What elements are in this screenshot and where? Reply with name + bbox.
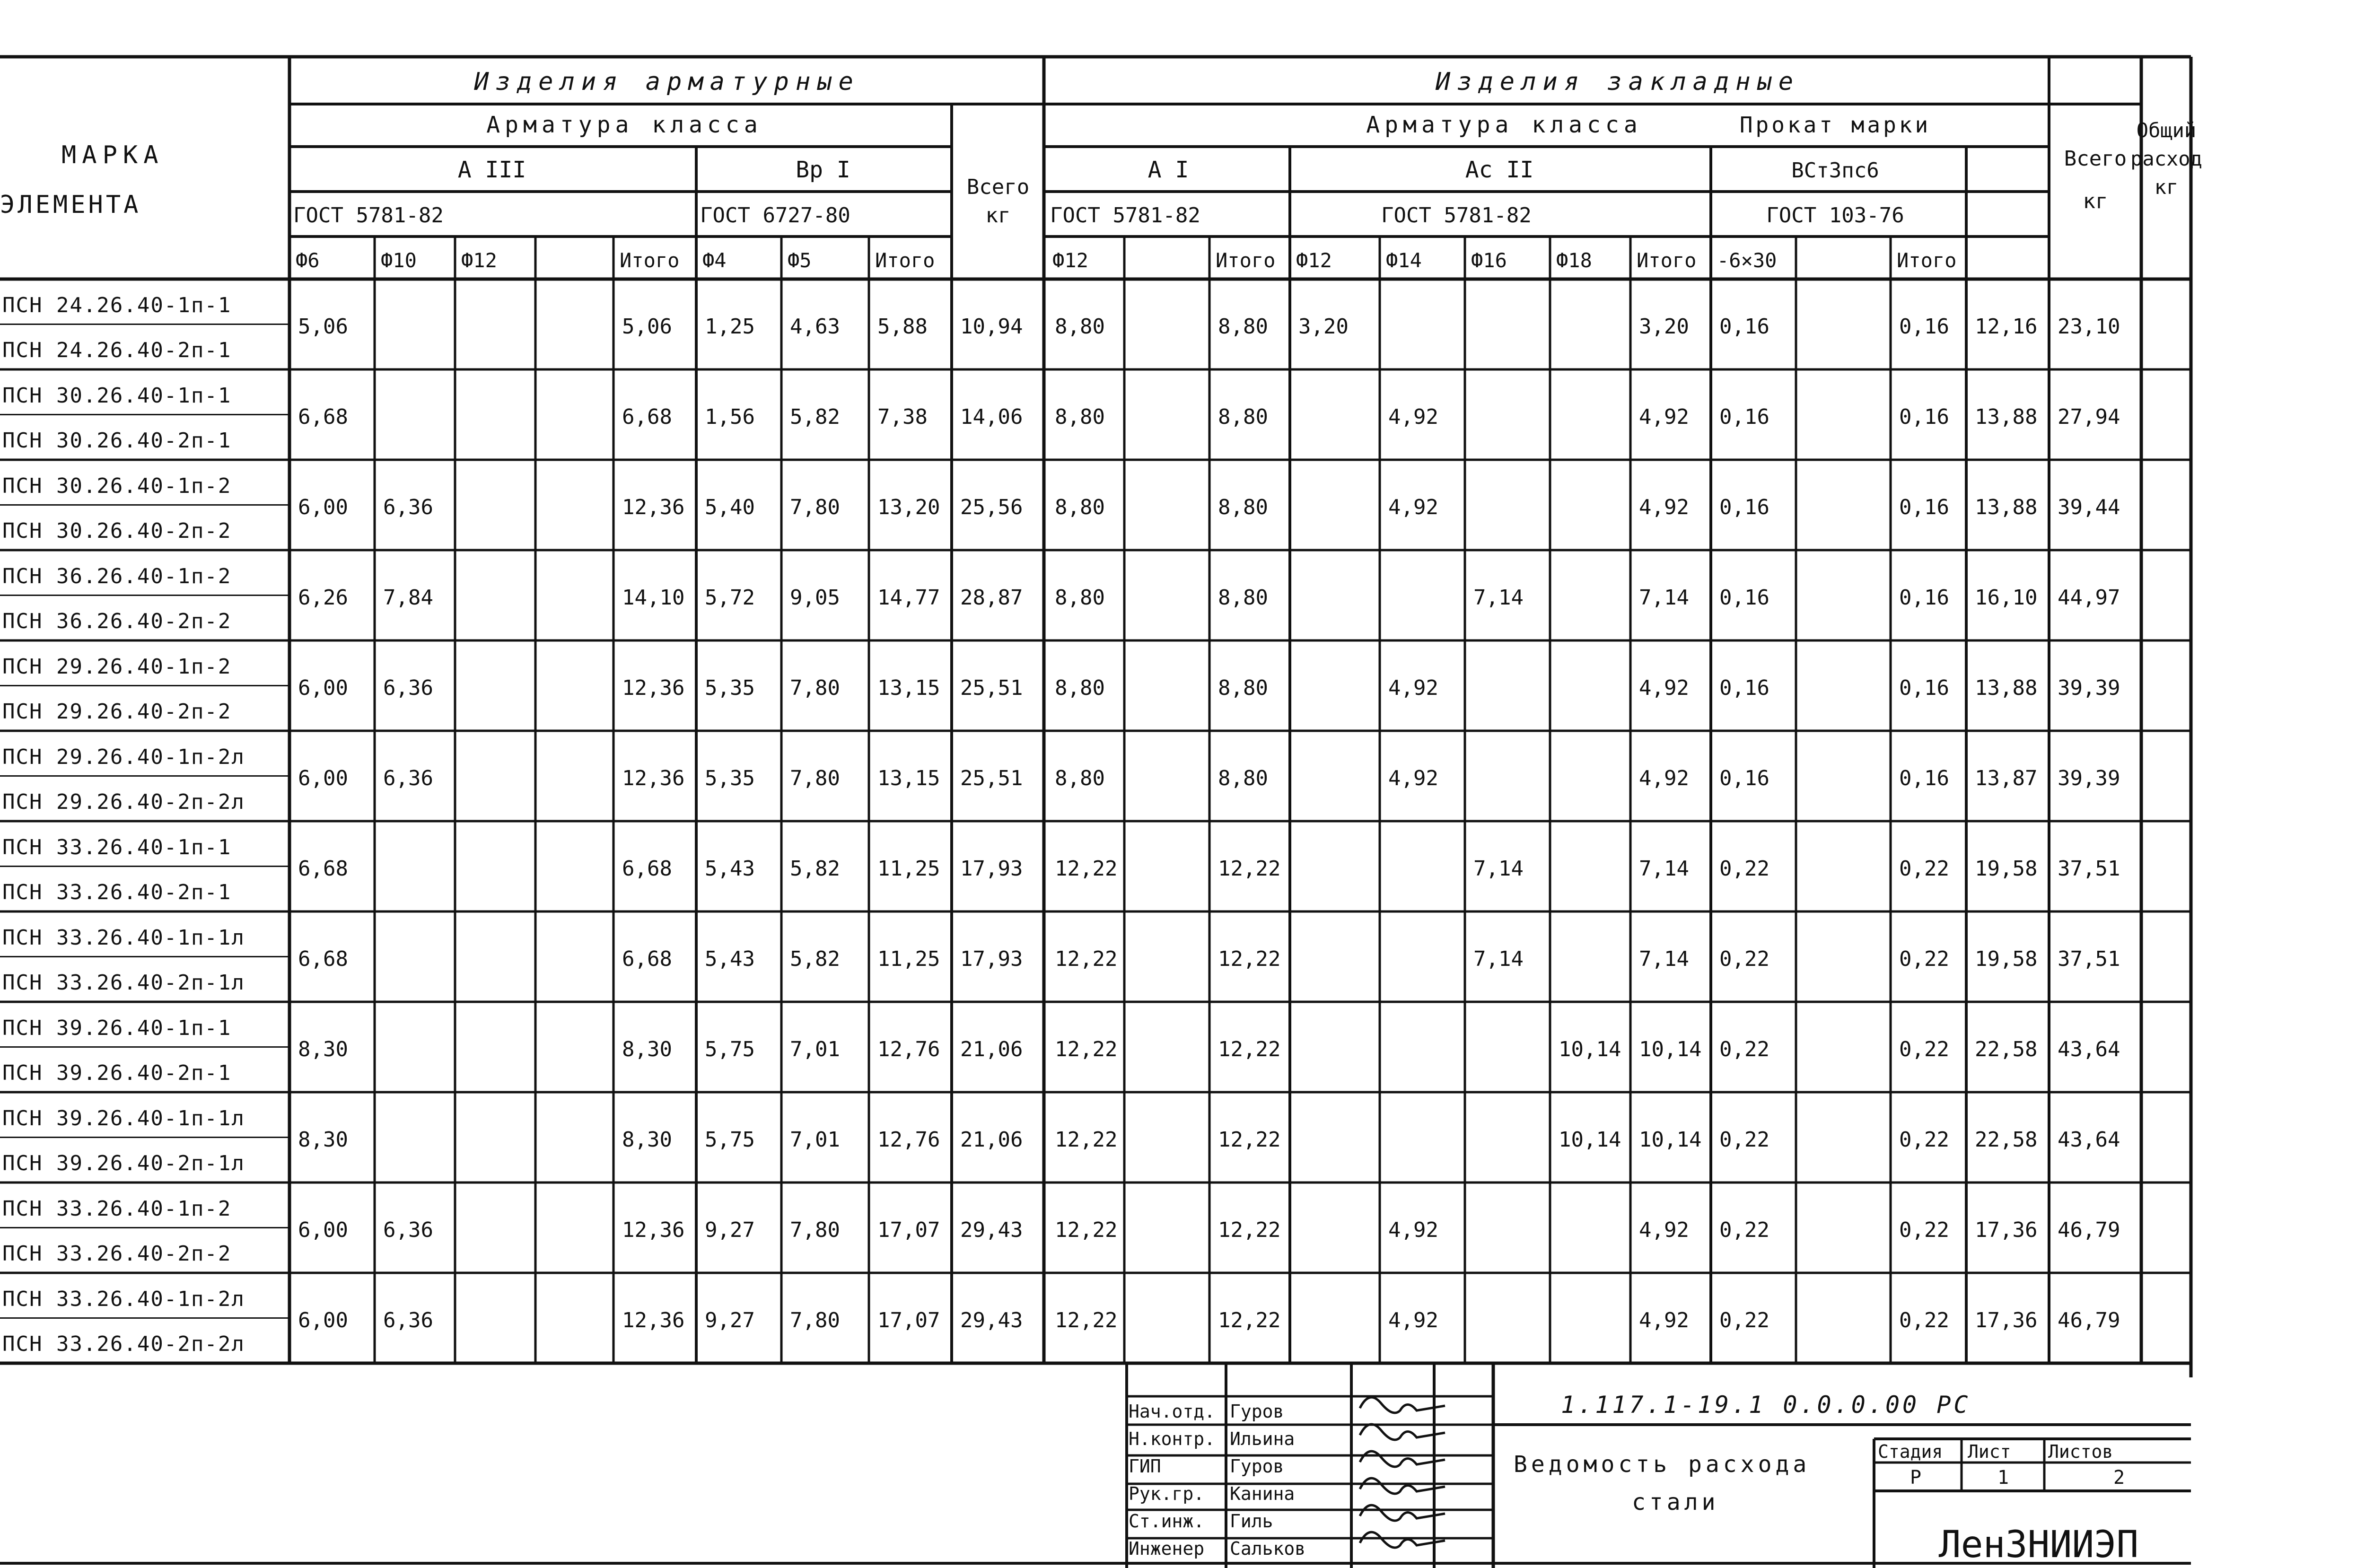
cell-value-it3: 12,22: [1218, 947, 1281, 971]
element-mark: ПСН 39.26.40-1п-1: [2, 1016, 232, 1040]
sheet-title: Ведомость расхода: [1514, 1451, 1811, 1478]
cell-value-tot1: 17,93: [960, 947, 1023, 971]
rebar-products-title: Изделия арматурные: [474, 68, 860, 96]
cell-value-it5: 0,22: [1899, 947, 1949, 971]
cell-value-tot2: 19,58: [1975, 947, 2038, 971]
class-a3: А III: [457, 157, 526, 183]
cell-value-it3: 12,22: [1218, 1308, 1281, 1332]
cell-value-cf12: 3,20: [1298, 315, 1349, 339]
cell-value-f5: 7,80: [790, 766, 840, 790]
element-mark: ПСН 39.26.40-2п-1: [2, 1061, 232, 1085]
gost-ac2: ГОСТ 5781-82: [1381, 203, 1532, 228]
sheet-value: 1: [1997, 1467, 2009, 1489]
cell-value-strip: 0,22: [1719, 1218, 1769, 1242]
element-mark: ПСН 30.26.40-1п-2: [2, 474, 232, 498]
cell-value-it4: 7,14: [1639, 586, 1689, 610]
mark-label: МАРКА: [61, 141, 164, 169]
signature-stroke: [1360, 1532, 1445, 1548]
cell-value-grand: 39,39: [2058, 766, 2120, 790]
cell-value-it5: 0,16: [1899, 586, 1949, 610]
cell-value-a1f12: 12,22: [1055, 857, 1118, 881]
stamp-role: Рук.гр.: [1129, 1483, 1205, 1504]
stamp-name: Ильина: [1230, 1428, 1295, 1449]
cell-value-a1f12: 8,80: [1055, 586, 1105, 610]
cell-value-it3: 12,22: [1218, 1128, 1281, 1152]
signature-stroke: [1360, 1478, 1445, 1494]
cell-value-f6: 8,30: [298, 1037, 348, 1061]
cell-value-it2: 11,25: [877, 857, 940, 881]
cell-value-f5: 7,80: [790, 495, 840, 519]
cell-value-it1: 6,68: [622, 405, 672, 429]
cell-value-tot1: 25,51: [960, 676, 1023, 700]
cell-value-tot2: 22,58: [1975, 1128, 2038, 1152]
element-mark: ПСН 29.26.40-1п-2: [2, 655, 232, 679]
cell-value-it4: 7,14: [1639, 947, 1689, 971]
cell-value-f6: 5,06: [298, 315, 348, 339]
cell-value-f6: 6,68: [298, 405, 348, 429]
mark-label: ЭЛЕМЕНТА: [0, 191, 141, 219]
cell-value-it2: 12,76: [877, 1037, 940, 1061]
cell-value-f4: 5,43: [705, 857, 755, 881]
cell-value-it2: 17,07: [877, 1308, 940, 1332]
cell-value-f5: 4,63: [790, 315, 840, 339]
cell-value-it5: 0,16: [1899, 676, 1949, 700]
cell-value-it1: 5,06: [622, 315, 672, 339]
cell-value-strip: 0,16: [1719, 315, 1769, 339]
cell-value-it4: 3,20: [1639, 315, 1689, 339]
cell-value-it5: 0,16: [1899, 315, 1949, 339]
total-rebar-label: Всего: [966, 175, 1030, 199]
cell-value-f16: 7,14: [1473, 857, 1524, 881]
cell-value-it2: 13,15: [877, 766, 940, 790]
grand-total-label: расход: [2130, 147, 2202, 170]
cell-value-a1f12: 8,80: [1055, 766, 1105, 790]
cell-value-f4: 5,43: [705, 947, 755, 971]
sheets-label: Листов: [2048, 1441, 2113, 1462]
element-mark: ПСН 33.26.40-1п-2: [2, 1197, 232, 1221]
cell-value-f4: 5,35: [705, 766, 755, 790]
total-embedded-label: Всего: [2064, 147, 2127, 171]
cell-value-f5: 5,82: [790, 947, 840, 971]
cell-value-f6: 6,00: [298, 1218, 348, 1242]
grand-total-unit: кг: [2154, 175, 2179, 199]
class-ac2: Ас II: [1465, 157, 1534, 183]
cell-value-it4: 4,92: [1639, 405, 1689, 429]
cell-value-tot1: 21,06: [960, 1037, 1023, 1061]
cell-value-tot2: 12,16: [1975, 315, 2038, 339]
stamp-role: Инженер: [1129, 1538, 1205, 1559]
cell-value-it3: 8,80: [1218, 315, 1268, 339]
cell-value-f5: 7,80: [790, 1308, 840, 1332]
cell-value-it4: 4,92: [1639, 766, 1689, 790]
column-header: Итого: [1637, 249, 1697, 272]
cell-value-f6: 6,00: [298, 766, 348, 790]
element-mark: ПСН 30.26.40-2п-2: [2, 519, 232, 543]
cell-value-f5: 5,82: [790, 405, 840, 429]
prokat-grade: ВСт3пс6: [1791, 158, 1879, 183]
stamp-name: Канина: [1230, 1483, 1295, 1504]
cell-value-f6: 6,26: [298, 586, 348, 610]
cell-value-f5: 9,05: [790, 586, 840, 610]
cell-value-tot2: 13,88: [1975, 676, 2038, 700]
cell-value-f6: 6,00: [298, 676, 348, 700]
element-mark: ПСН 39.26.40-1п-1л: [2, 1106, 245, 1130]
cell-value-tot1: 25,56: [960, 495, 1023, 519]
cell-value-f10: 6,36: [383, 766, 433, 790]
cell-value-f4: 5,40: [705, 495, 755, 519]
cell-value-a1f12: 8,80: [1055, 495, 1105, 519]
cell-value-f16: 7,14: [1473, 947, 1524, 971]
cell-value-it3: 8,80: [1218, 586, 1268, 610]
cell-value-it3: 12,22: [1218, 1218, 1281, 1242]
cell-value-it5: 0,22: [1899, 1218, 1949, 1242]
cell-value-f4: 1,25: [705, 315, 755, 339]
cell-value-grand: 27,94: [2058, 405, 2120, 429]
column-header: Ф4: [702, 249, 727, 272]
cell-value-strip: 0,22: [1719, 1037, 1769, 1061]
column-header: Ф12: [461, 249, 497, 272]
stamp-name: Гиль: [1230, 1511, 1273, 1532]
cell-value-it5: 0,22: [1899, 857, 1949, 881]
cell-value-it4: 7,14: [1639, 857, 1689, 881]
cell-value-f14: 4,92: [1388, 676, 1438, 700]
column-header: -6×30: [1717, 249, 1777, 272]
cell-value-it1: 8,30: [622, 1037, 672, 1061]
cell-value-tot1: 25,51: [960, 766, 1023, 790]
cell-value-f4: 5,35: [705, 676, 755, 700]
element-mark: ПСН 30.26.40-1п-1: [2, 384, 232, 408]
element-mark: ПСН 33.26.40-1п-2л: [2, 1287, 245, 1311]
stamp-name: Сальков: [1230, 1538, 1306, 1559]
cell-value-f14: 4,92: [1388, 1308, 1438, 1332]
cell-value-a1f12: 12,22: [1055, 1218, 1118, 1242]
cell-value-a1f12: 8,80: [1055, 315, 1105, 339]
cell-value-it3: 8,80: [1218, 495, 1268, 519]
cell-value-a1f12: 8,80: [1055, 405, 1105, 429]
stamp-name: Гуров: [1230, 1456, 1284, 1477]
cell-value-tot2: 13,88: [1975, 495, 2038, 519]
cell-value-grand: 46,79: [2058, 1308, 2120, 1332]
cell-value-tot2: 13,88: [1975, 405, 2038, 429]
element-mark: ПСН 33.26.40-2п-2: [2, 1242, 232, 1266]
cell-value-it1: 14,10: [622, 586, 685, 610]
signature-stroke: [1360, 1424, 1445, 1440]
column-header: Ф12: [1296, 249, 1332, 272]
cell-value-strip: 0,22: [1719, 1308, 1769, 1332]
stage-value: Р: [1910, 1467, 1922, 1489]
cell-value-a1f12: 12,22: [1055, 1308, 1118, 1332]
cell-value-it3: 12,22: [1218, 857, 1281, 881]
cell-value-tot2: 19,58: [1975, 857, 2038, 881]
element-mark: ПСН 24.26.40-1п-1: [2, 293, 232, 317]
column-header: Ф10: [381, 249, 417, 272]
cell-value-strip: 0,22: [1719, 947, 1769, 971]
column-header: Ф5: [788, 249, 812, 272]
cell-value-f4: 9,27: [705, 1308, 755, 1332]
gost-a1: ГОСТ 5781-82: [1050, 203, 1200, 228]
cell-value-tot1: 28,87: [960, 586, 1023, 610]
cell-value-it4: 10,14: [1639, 1037, 1702, 1061]
cell-value-it5: 0,16: [1899, 495, 1949, 519]
cell-value-it5: 0,22: [1899, 1037, 1949, 1061]
cell-value-it1: 12,36: [622, 1218, 685, 1242]
cell-value-strip: 0,16: [1719, 676, 1769, 700]
cell-value-it2: 7,38: [877, 405, 928, 429]
cell-value-f6: 6,00: [298, 1308, 348, 1332]
sheet-title: стали: [1632, 1489, 1719, 1515]
cell-value-tot2: 13,87: [1975, 766, 2038, 790]
cell-value-it2: 13,15: [877, 676, 940, 700]
cell-value-grand: 23,10: [2058, 315, 2120, 339]
cell-value-tot1: 29,43: [960, 1308, 1023, 1332]
column-header: Ф16: [1471, 249, 1507, 272]
cell-value-strip: 0,22: [1719, 1128, 1769, 1152]
element-mark: ПСН 33.26.40-2п-1л: [2, 971, 245, 995]
cell-value-it4: 4,92: [1639, 1218, 1689, 1242]
cell-value-f4: 5,75: [705, 1128, 755, 1152]
cell-value-f5: 7,01: [790, 1128, 840, 1152]
cell-value-f10: 6,36: [383, 676, 433, 700]
cell-value-it1: 12,36: [622, 1308, 685, 1332]
element-mark: ПСН 24.26.40-2п-1: [2, 338, 232, 362]
cell-value-it5: 0,22: [1899, 1308, 1949, 1332]
cell-value-it5: 0,16: [1899, 405, 1949, 429]
cell-value-grand: 46,79: [2058, 1218, 2120, 1242]
cell-value-tot2: 17,36: [1975, 1218, 2038, 1242]
gost-a3: ГОСТ 5781-82: [293, 203, 444, 228]
element-mark: ПСН 36.26.40-2п-2: [2, 609, 232, 633]
column-header: Итого: [1216, 249, 1276, 272]
cell-value-f4: 1,56: [705, 405, 755, 429]
cell-value-strip: 0,22: [1719, 857, 1769, 881]
stamp-role: ГИП: [1129, 1456, 1161, 1477]
column-header: Итого: [875, 249, 935, 272]
cell-value-it3: 8,80: [1218, 766, 1268, 790]
prokat-label: Прокат марки: [1739, 112, 1931, 138]
column-header: Итого: [1897, 249, 1957, 272]
cell-value-it5: 0,16: [1899, 766, 1949, 790]
sheets-value: 2: [2113, 1467, 2125, 1489]
stamp-name: Гуров: [1230, 1401, 1284, 1422]
sheet-label: Лист: [1968, 1441, 2011, 1462]
cell-value-it2: 13,20: [877, 495, 940, 519]
cell-value-a1f12: 12,22: [1055, 947, 1118, 971]
cell-value-it2: 11,25: [877, 947, 940, 971]
total-embedded-unit: кг: [2083, 189, 2108, 213]
cell-value-it3: 12,22: [1218, 1037, 1281, 1061]
grand-total-label: Общий: [2136, 119, 2197, 142]
cell-value-f6: 6,68: [298, 947, 348, 971]
cell-value-f5: 5,82: [790, 857, 840, 881]
element-mark: ПСН 29.26.40-2п-2л: [2, 790, 245, 814]
stamp-role: Нач.отд.: [1129, 1401, 1216, 1422]
element-mark: ПСН 29.26.40-1п-2л: [2, 745, 245, 769]
cell-value-it3: 8,80: [1218, 676, 1268, 700]
rebar-class-label: Арматура класса: [1366, 112, 1642, 138]
cell-value-f10: 7,84: [383, 586, 433, 610]
cell-value-it1: 12,36: [622, 495, 685, 519]
cell-value-a1f12: 8,80: [1055, 676, 1105, 700]
cell-value-f14: 4,92: [1388, 1218, 1438, 1242]
cell-value-grand: 43,64: [2058, 1037, 2120, 1061]
cell-value-grand: 37,51: [2058, 947, 2120, 971]
cell-value-it1: 6,68: [622, 857, 672, 881]
cell-value-a1f12: 12,22: [1055, 1037, 1118, 1061]
cell-value-grand: 44,97: [2058, 586, 2120, 610]
cell-value-tot1: 17,93: [960, 857, 1023, 881]
cell-value-f4: 5,72: [705, 586, 755, 610]
signatures: [1360, 1397, 1445, 1548]
cell-value-it4: 4,92: [1639, 676, 1689, 700]
signature-stroke: [1360, 1397, 1445, 1413]
rebar-class-label: Арматура класса: [486, 112, 762, 138]
cell-value-it4: 10,14: [1639, 1128, 1702, 1152]
element-mark: ПСН 33.26.40-1п-1: [2, 835, 232, 859]
element-mark: ПСН 29.26.40-2п-2: [2, 700, 232, 724]
cell-value-it1: 12,36: [622, 766, 685, 790]
cell-value-it3: 8,80: [1218, 405, 1268, 429]
cell-value-grand: 43,64: [2058, 1128, 2120, 1152]
cell-value-f6: 6,68: [298, 857, 348, 881]
cell-value-grand: 37,51: [2058, 857, 2120, 881]
document-code: 1.117.1-19.1 0.0.0.00 РС: [1561, 1391, 1971, 1419]
cell-value-grand: 39,39: [2058, 676, 2120, 700]
cell-value-f10: 6,36: [383, 495, 433, 519]
class-a1: А I: [1147, 157, 1189, 183]
cell-value-it2: 12,76: [877, 1128, 940, 1152]
cell-value-tot2: 17,36: [1975, 1308, 2038, 1332]
cell-value-it1: 12,36: [622, 676, 685, 700]
cell-value-tot1: 14,06: [960, 405, 1023, 429]
element-mark: ПСН 33.26.40-2п-1: [2, 880, 232, 904]
organization-logo: ЛенЗНИИЭП: [1938, 1524, 2139, 1566]
cell-value-f6: 6,00: [298, 495, 348, 519]
element-mark: ПСН 33.26.40-2п-2л: [2, 1332, 245, 1356]
cell-value-tot1: 29,43: [960, 1218, 1023, 1242]
cell-value-it2: 5,88: [877, 315, 928, 339]
signature-stroke: [1360, 1505, 1445, 1521]
cell-value-f10: 6,36: [383, 1308, 433, 1332]
cell-value-f16: 7,14: [1473, 586, 1524, 610]
stamp-role: Н.контр.: [1129, 1428, 1216, 1449]
cell-value-it1: 6,68: [622, 947, 672, 971]
gost-vr1: ГОСТ 6727-80: [700, 203, 850, 228]
cell-value-tot1: 10,94: [960, 315, 1023, 339]
cell-value-f18: 10,14: [1559, 1128, 1621, 1152]
class-vr1: Вр I: [796, 157, 850, 183]
element-mark: ПСН 30.26.40-2п-1: [2, 429, 232, 453]
cell-value-strip: 0,16: [1719, 586, 1769, 610]
stage-label: Стадия: [1878, 1441, 1943, 1462]
cell-value-tot2: 22,58: [1975, 1037, 2038, 1061]
cell-value-f4: 5,75: [705, 1037, 755, 1061]
cell-value-it2: 14,77: [877, 586, 940, 610]
cell-value-f4: 9,27: [705, 1218, 755, 1242]
cell-value-f18: 10,14: [1559, 1037, 1621, 1061]
cell-value-strip: 0,16: [1719, 495, 1769, 519]
cell-value-it1: 8,30: [622, 1128, 672, 1152]
element-mark: ПСН 33.26.40-1п-1л: [2, 926, 245, 950]
cell-value-f5: 7,01: [790, 1037, 840, 1061]
cell-value-f5: 7,80: [790, 1218, 840, 1242]
cell-value-it4: 4,92: [1639, 1308, 1689, 1332]
column-header: Ф12: [1052, 249, 1088, 272]
gost-prokat: ГОСТ 103-76: [1766, 203, 1904, 228]
cell-value-strip: 0,16: [1719, 405, 1769, 429]
cell-value-f10: 6,36: [383, 1218, 433, 1242]
signature-stroke: [1360, 1451, 1445, 1467]
cell-value-f6: 8,30: [298, 1128, 348, 1152]
column-header: Итого: [620, 249, 680, 272]
element-mark: ПСН 36.26.40-1п-2: [2, 564, 232, 588]
cell-value-a1f12: 12,22: [1055, 1128, 1118, 1152]
embedded-products-title: Изделия закладные: [1435, 68, 1800, 96]
cell-value-f14: 4,92: [1388, 495, 1438, 519]
cell-value-it2: 17,07: [877, 1218, 940, 1242]
cell-value-strip: 0,16: [1719, 766, 1769, 790]
cell-value-it5: 0,22: [1899, 1128, 1949, 1152]
cell-value-f5: 7,80: [790, 676, 840, 700]
element-mark: ПСН 39.26.40-2п-1л: [2, 1151, 245, 1175]
stamp-role: Ст.инж.: [1129, 1511, 1205, 1532]
column-header: Ф18: [1556, 249, 1592, 272]
cell-value-f14: 4,92: [1388, 766, 1438, 790]
cell-value-tot2: 16,10: [1975, 586, 2038, 610]
cell-value-grand: 39,44: [2058, 495, 2120, 519]
total-rebar-unit: кг: [985, 203, 1011, 228]
column-header: Ф6: [296, 249, 320, 272]
cell-value-it4: 4,92: [1639, 495, 1689, 519]
cell-value-f14: 4,92: [1388, 405, 1438, 429]
cell-value-tot1: 21,06: [960, 1128, 1023, 1152]
column-header: Ф14: [1386, 249, 1422, 272]
